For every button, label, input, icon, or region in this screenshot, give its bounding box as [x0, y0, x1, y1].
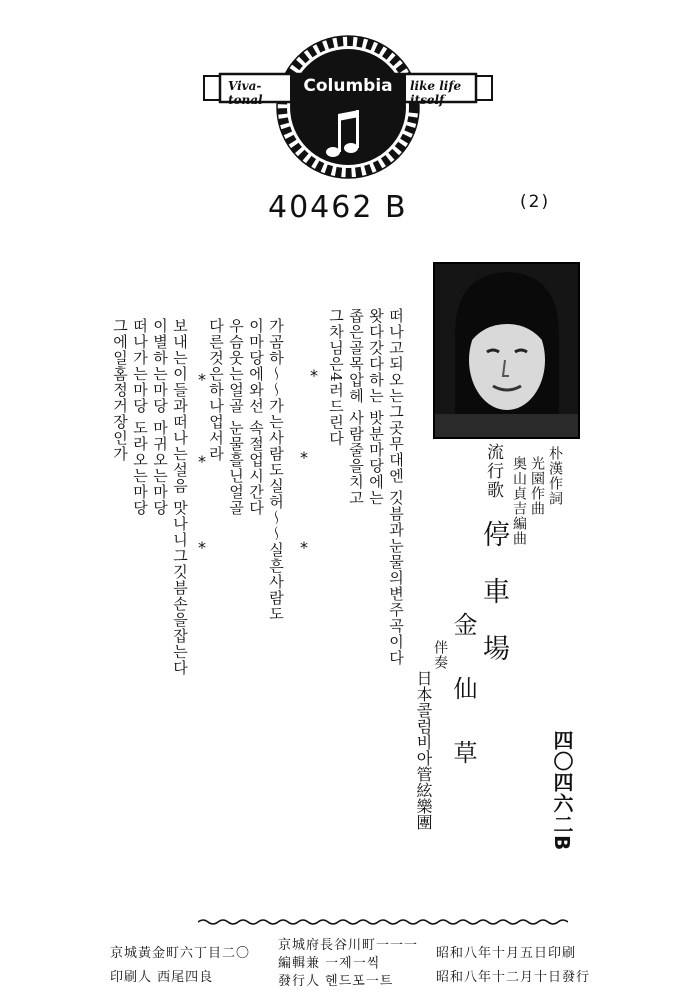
print-date: 昭和八年十月五日印刷	[436, 946, 577, 961]
printer-address: 京城黃金町六丁目二〇	[110, 946, 251, 961]
lyric-line: 왓다갓다하는 밧분마당에는	[367, 308, 385, 506]
lyric-line: 좁은골목압헤 사람줄을치고	[347, 308, 365, 506]
lyric-line: 떠나고되오는그곳무대엔 깃븜과눈물의변주곡이다	[387, 308, 405, 666]
lyric-line: 가곰하〜〜가는사람도실허〜〜실흔사람도	[267, 318, 285, 622]
right-slogan: like life itself	[410, 79, 462, 107]
genre-label: 流行歌	[483, 443, 503, 500]
side-number: (2)	[520, 192, 551, 212]
stanza-divider: *	[310, 366, 318, 385]
catalog-number-vertical: 四〇四六二B	[550, 730, 574, 852]
editor-line: 編輯兼 一제一씩	[278, 956, 381, 971]
accompaniment-label: 伴奏	[432, 640, 448, 670]
lyric-line: 그에일홈정거장인가	[111, 318, 129, 462]
composer-credit: 光園作曲	[529, 456, 545, 516]
lyric-line: 떠나가는마당 도라오는마당	[131, 318, 149, 516]
singer-photo	[433, 262, 580, 439]
accompaniment-orchestra: 日本콜럼비아管絃樂團	[414, 670, 433, 830]
lyricist-credit: 朴漢作詞	[547, 446, 563, 506]
lyric-line: 이별하는마당 마귀오는마당	[151, 318, 169, 516]
publisher-address: 京城府長谷川町一一一	[278, 938, 419, 953]
lyric-line: 보내는이들과떠나는설음 맛나니그깃븜손을잡는다	[171, 318, 189, 676]
arranger-credit: 奥山貞吉編曲	[511, 456, 527, 546]
lyric-line: 우슴웃는얼골 눈물흘닌얼골	[227, 318, 245, 516]
stanza-divider: *	[198, 452, 206, 471]
footer-divider	[198, 918, 568, 926]
portrait-image	[435, 264, 578, 437]
publisher-line: 發行人 헨드포一트	[278, 974, 394, 989]
left-slogan: Viva-tonal	[228, 79, 263, 107]
catalog-number: 40462 B	[268, 190, 408, 225]
stanza-divider: *	[198, 538, 206, 557]
lyric-line: 그차님은4러드린다	[327, 308, 345, 447]
stanza-divider: *	[300, 448, 308, 467]
brand-name: Columbia	[303, 76, 393, 96]
publish-date: 昭和八年十二月十日發行	[436, 970, 591, 985]
song-title: 停車場	[478, 520, 509, 691]
singer-name: 金仙草	[449, 612, 477, 804]
lyric-line: 다른것은하나업서라	[207, 318, 225, 462]
stanza-divider: *	[198, 370, 206, 389]
printer-name: 印刷人 西尾四良	[110, 970, 214, 985]
columbia-logo	[200, 30, 496, 180]
stanza-divider: *	[300, 538, 308, 557]
lyric-line: 이마당에와선 속절업시간다	[247, 318, 265, 516]
